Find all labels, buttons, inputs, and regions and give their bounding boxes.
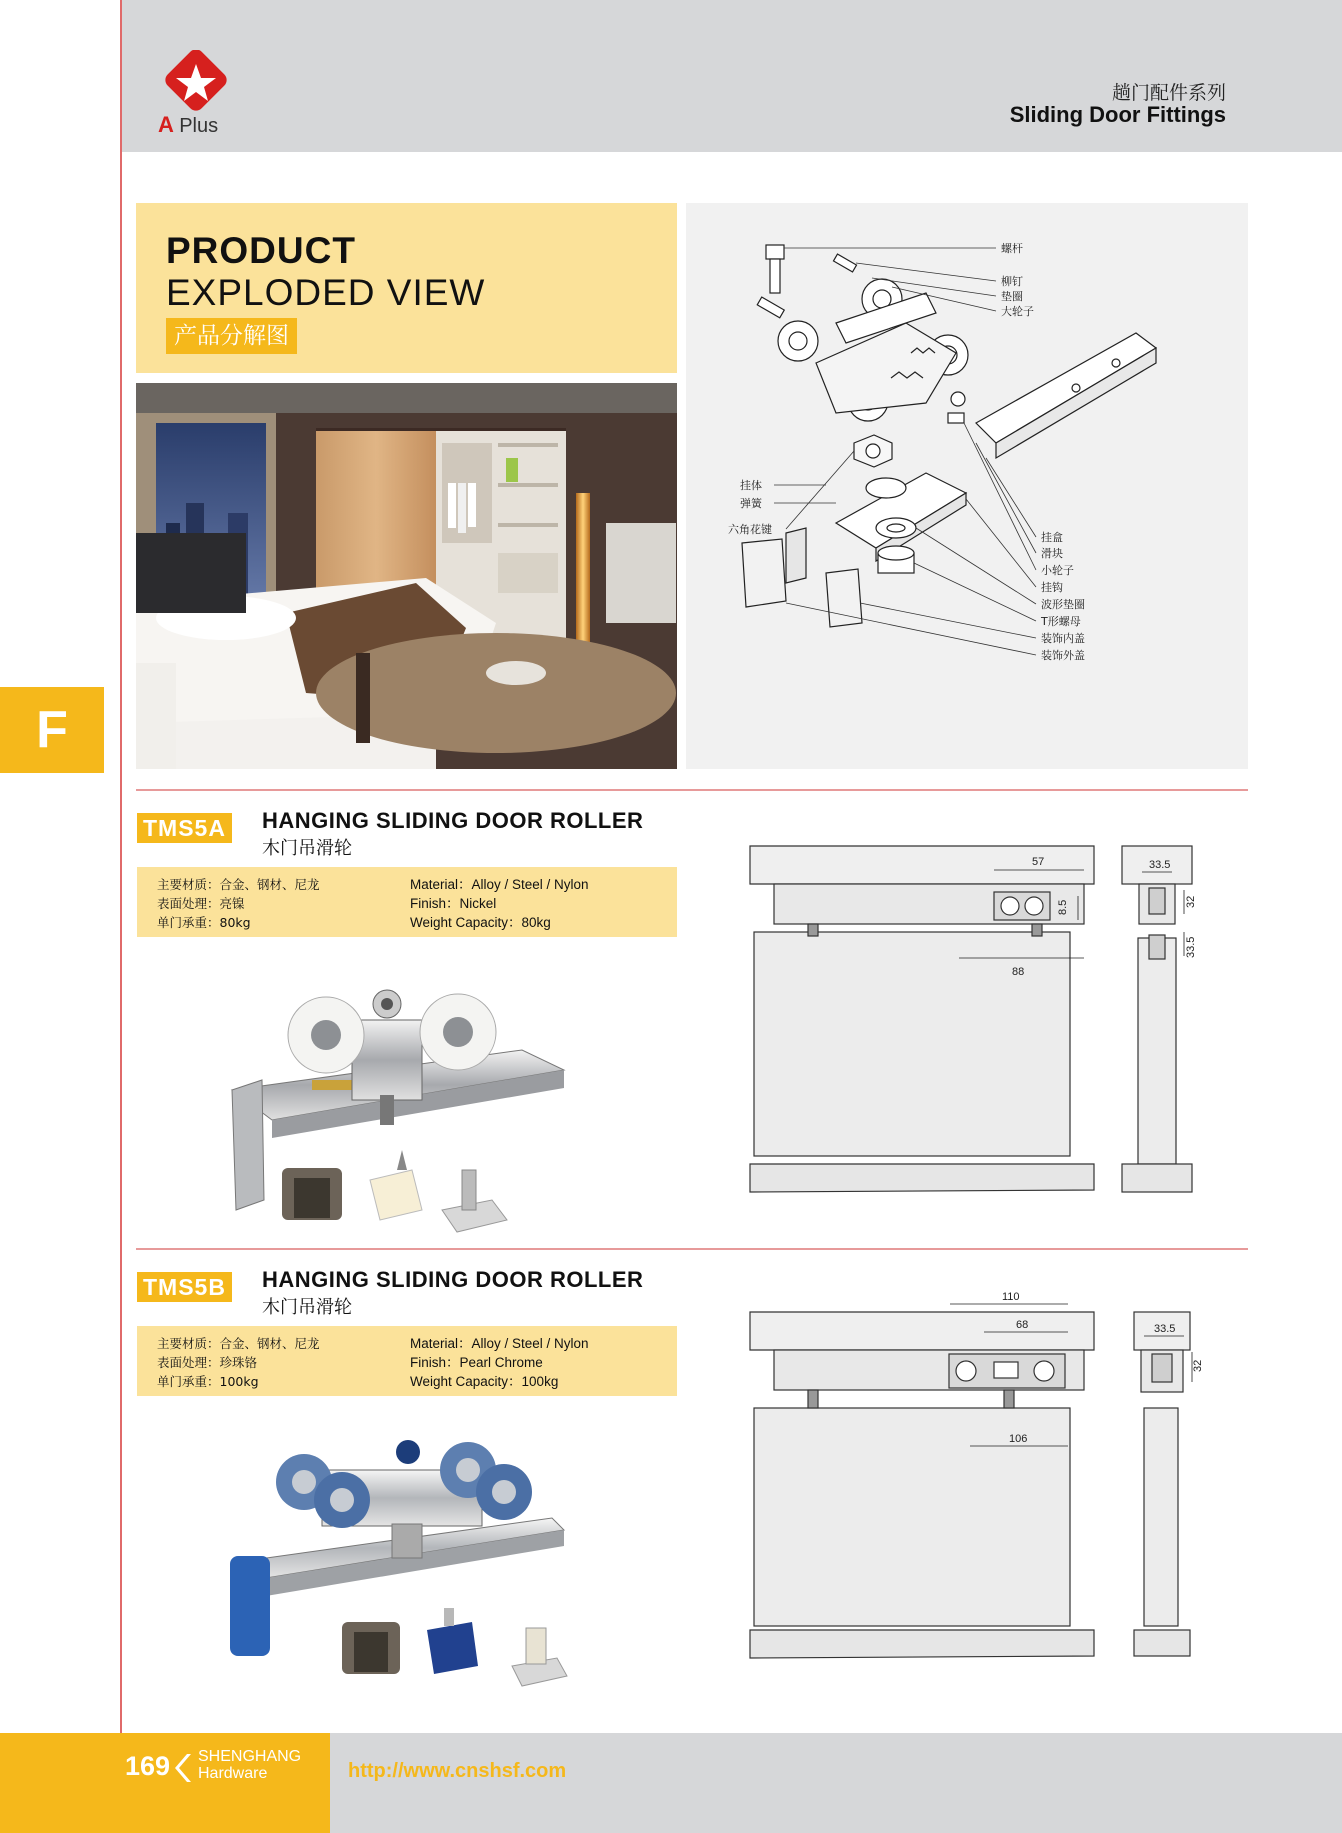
spec-material-cn: 主要材质：合金、钢材、尼龙 <box>157 1336 320 1351</box>
spec-weight-cn: 单门承重：80kg <box>157 915 251 930</box>
model-title-cn: 木门吊滑轮 <box>262 838 352 859</box>
tms5a-product-photo <box>222 970 602 1240</box>
guide-icon <box>370 1170 422 1220</box>
section-tab-f[interactable]: F <box>0 687 104 773</box>
guide-icon <box>427 1622 478 1674</box>
part-label: 六角花键 <box>728 523 772 536</box>
dim-label: 68 <box>1016 1319 1029 1331</box>
tms5b-dimension-drawing <box>744 1290 1208 1660</box>
brand-name: Plus <box>179 115 219 137</box>
part-label: 螺杆 <box>1001 242 1023 255</box>
part-label: 小轮子 <box>1041 564 1074 577</box>
dim-label: 33.5 <box>1154 1323 1176 1335</box>
spec-box <box>137 1326 677 1396</box>
exploded-view-panel <box>686 203 1248 769</box>
dim-label: 33.5 <box>1185 936 1197 958</box>
part-label: 垫圈 <box>1001 290 1023 303</box>
end-cap-icon <box>230 1556 270 1656</box>
page-number: 169 <box>125 1751 171 1781</box>
dim-label: 110 <box>1002 1291 1020 1303</box>
spec-material-cn: 主要材质：合金、钢材、尼龙 <box>157 877 320 892</box>
header-band <box>120 0 1342 152</box>
dim-label: 32 <box>1192 1359 1204 1372</box>
dim-label: 8.5 <box>1057 899 1069 915</box>
exploded-title-regular: EXPLODED VIEW <box>166 272 486 313</box>
part-label: 波形垫圈 <box>1041 598 1085 611</box>
spec-weight-en: Weight Capacity：80kg <box>410 915 551 930</box>
footer-url-link[interactable]: http://www.cnshsf.com <box>348 1760 567 1782</box>
model-title: HANGING SLIDING DOOR ROLLER <box>262 808 644 833</box>
spec-weight-cn: 单门承重：100kg <box>157 1374 259 1389</box>
spec-material-en: Material：Alloy / Steel / Nylon <box>410 877 589 892</box>
series-title-en: Sliding Door Fittings <box>1009 102 1226 127</box>
exploded-title-bold: PRODUCT <box>166 230 356 271</box>
footer-brand-line1: SHENGHANG <box>198 1748 302 1765</box>
tms5b-product-photo <box>222 1430 602 1700</box>
dim-label: 88 <box>1012 966 1025 978</box>
model-title: HANGING SLIDING DOOR ROLLER <box>262 1267 644 1292</box>
spec-finish-en: Finish：Nickel <box>410 896 497 911</box>
model-code-tms5a: TMS5A <box>137 813 232 843</box>
part-label: 装饰外盖 <box>1041 649 1085 662</box>
part-label: 大轮子 <box>1001 305 1034 318</box>
part-label: 弹簧 <box>740 497 762 510</box>
part-label: 挂钩 <box>1041 581 1063 594</box>
left-margin-rule <box>120 0 122 1740</box>
model-title-cn: 木门吊滑轮 <box>262 1297 352 1318</box>
bolt-head-icon <box>766 245 784 259</box>
footer-brand <box>198 1748 301 1782</box>
dim-label: 106 <box>1009 1433 1028 1445</box>
spec-finish-cn: 表面处理：亮镍 <box>157 896 245 911</box>
dim-label: 57 <box>1032 856 1045 868</box>
spec-col-cn <box>157 1334 320 1391</box>
part-label: 挂盒 <box>1041 531 1063 544</box>
part-label: 柳钉 <box>1001 275 1023 288</box>
spec-col-cn <box>157 875 320 932</box>
spec-col-en <box>410 875 589 932</box>
spec-col-en <box>410 1334 589 1391</box>
model-code-tms5b: TMS5B <box>137 1272 232 1302</box>
dim-label: 32 <box>1185 895 1197 908</box>
spec-finish-en: Finish：Pearl Chrome <box>410 1355 543 1370</box>
brand-wordmark <box>158 112 218 138</box>
chevron-left-icon <box>175 1752 193 1784</box>
footer-brand-line2: Hardware <box>198 1765 268 1782</box>
spec-weight-en: Weight Capacity：100kg <box>410 1374 559 1389</box>
bedroom-photo <box>136 383 677 769</box>
series-title-cn: 趟门配件系列 <box>1111 82 1226 104</box>
part-label: 滑块 <box>1041 547 1063 560</box>
brand-letter: A <box>158 112 174 137</box>
tms5a-dimension-drawing <box>744 840 1208 1195</box>
spec-box <box>137 867 677 937</box>
dim-label: 33.5 <box>1149 859 1171 871</box>
exploded-title-cn: 产品分解图 <box>166 318 297 354</box>
section-divider <box>136 789 1248 791</box>
part-label: 挂体 <box>740 479 762 492</box>
spec-finish-cn: 表面处理：珍珠铬 <box>157 1355 258 1370</box>
spec-material-en: Material：Alloy / Steel / Nylon <box>410 1336 589 1351</box>
part-label: T形螺母 <box>1041 615 1081 628</box>
part-label: 装饰内盖 <box>1041 632 1085 645</box>
section-divider <box>136 1248 1248 1250</box>
